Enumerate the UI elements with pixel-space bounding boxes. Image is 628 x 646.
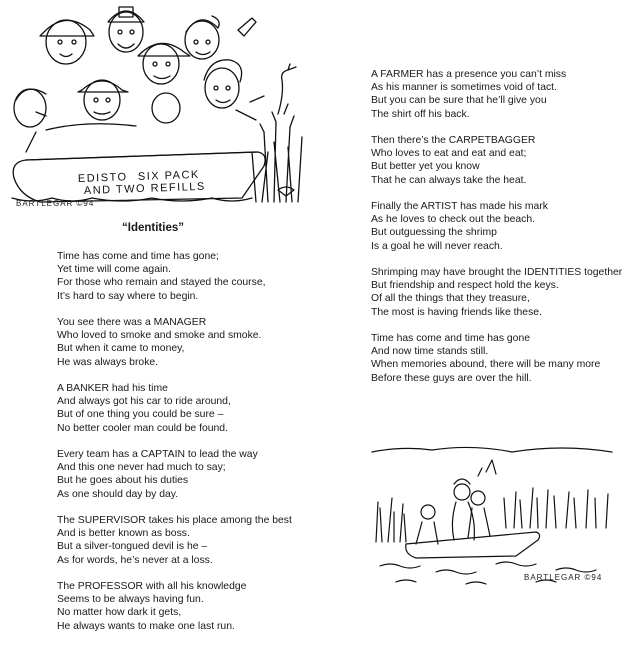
poem-line: Finally the ARTIST has made his mark xyxy=(371,201,548,212)
shrimp-boat-illustration xyxy=(366,432,618,592)
poem-line: When memories abound, there will be many more xyxy=(371,359,601,371)
poem-line: But he goes about his duties xyxy=(57,475,189,487)
crew-figures xyxy=(14,7,264,152)
poem-line: The most is having friends like these. xyxy=(371,306,542,318)
poem-line: Is a goal he will never reach. xyxy=(371,240,503,252)
poem-line: But a silver-tongued devil is he – xyxy=(57,541,208,553)
illustration-signature-top: BARTLEGAR ©94 xyxy=(16,199,95,208)
poem-line: Time has come and time has gone; xyxy=(57,251,219,262)
poem-line: But friendship and respect hold the keys. xyxy=(371,280,559,292)
poem-line: Yet time will come again. xyxy=(57,264,171,276)
poem-line: Seems to be always having fun. xyxy=(57,594,204,606)
poem-line: But when it came to money, xyxy=(57,343,185,355)
poem-line: But outguessing the shrimp xyxy=(371,227,497,239)
group-in-boat-illustration xyxy=(6,2,306,212)
poem-line: A FARMER has a presence you can’t miss xyxy=(371,69,567,80)
poem-line: The PROFESSOR with all his knowledge xyxy=(57,581,247,592)
poem-stanza xyxy=(57,316,307,369)
poem-left-column xyxy=(57,250,307,646)
poem-line: A BANKER had his time xyxy=(57,383,168,394)
poem-line: Time has come and time has gone xyxy=(371,333,531,344)
poem-line: And is better known as boss. xyxy=(57,528,190,540)
poem-line: And now time stands still. xyxy=(371,346,489,358)
poem-line: As he loves to check out the beach. xyxy=(371,214,536,226)
poem-line: And this one never had much to say; xyxy=(57,462,226,474)
poem-line: The SUPERVISOR takes his place among the best xyxy=(57,515,292,526)
poem-line: And always got his car to ride around, xyxy=(57,396,231,408)
poem-line: Before these guys are over the hill. xyxy=(371,372,532,384)
marsh-reeds xyxy=(376,488,608,542)
distant-shoreline xyxy=(372,447,612,476)
poem-line: He always wants to make one last run. xyxy=(57,620,235,632)
poem-stanza xyxy=(371,332,626,385)
poem-stanza xyxy=(57,514,307,567)
heron-figure xyxy=(278,64,296,114)
poem-line: As his manner is sometimes void of tact. xyxy=(371,82,557,94)
poem-line: For those who remain and stayed the course, xyxy=(57,277,266,289)
boat-text-line2: SIX PACK xyxy=(137,168,201,183)
poem-right-column xyxy=(371,68,626,398)
poem-stanza xyxy=(57,448,307,501)
poem-stanza xyxy=(57,580,307,633)
poem-line: But of one thing you could be sure – xyxy=(57,409,224,421)
boat-text-line3: AND TWO REFILLS xyxy=(83,180,206,197)
marsh-grass xyxy=(252,112,302,202)
poem-line: Every team has a CAPTAIN to lead the way xyxy=(57,449,258,460)
poem-title: “Identities” xyxy=(122,222,184,234)
poem-line: No matter how dark it gets, xyxy=(57,607,182,619)
poem-line: That he can always take the heat. xyxy=(371,174,527,186)
poem-line: You see there was a MANAGER xyxy=(57,317,207,328)
illustration-signature-bottom: BARTLEGAR ©94 xyxy=(524,573,603,582)
poem-line: He was always broke. xyxy=(57,356,159,368)
boat-text-line1: EDISTO xyxy=(77,171,128,185)
poem-line: Who loves to eat and eat and eat; xyxy=(371,148,527,160)
poem-line: But you can be sure that he’ll give you xyxy=(371,95,547,107)
poem-line: But better yet you know xyxy=(371,161,480,173)
poem-line: The shirt off his back. xyxy=(371,108,470,120)
poem-line: As one should day by day. xyxy=(57,488,179,500)
poem-line: Who loved to smoke and smoke and smoke. xyxy=(57,330,262,342)
poem-line: Shrimping may have brought the IDENTITIES together xyxy=(371,267,623,278)
poem-stanza xyxy=(371,134,626,187)
poem-stanza xyxy=(371,200,626,253)
poem-stanza xyxy=(57,250,307,303)
poem-stanza xyxy=(57,382,307,435)
bottle-icon xyxy=(238,18,256,36)
poem-line: It’s hard to say where to begin. xyxy=(57,290,199,302)
boat-with-people xyxy=(406,479,540,558)
poem-line: Of all the things that they treasure, xyxy=(371,293,530,305)
poem-line: As for words, he’s never at a loss. xyxy=(57,554,213,566)
poem-stanza xyxy=(371,68,626,121)
poem-line: No better cooler man could be found. xyxy=(57,422,228,434)
poem-line: Then there’s the CARPETBAGGER xyxy=(371,135,536,146)
poem-stanza xyxy=(371,266,626,319)
